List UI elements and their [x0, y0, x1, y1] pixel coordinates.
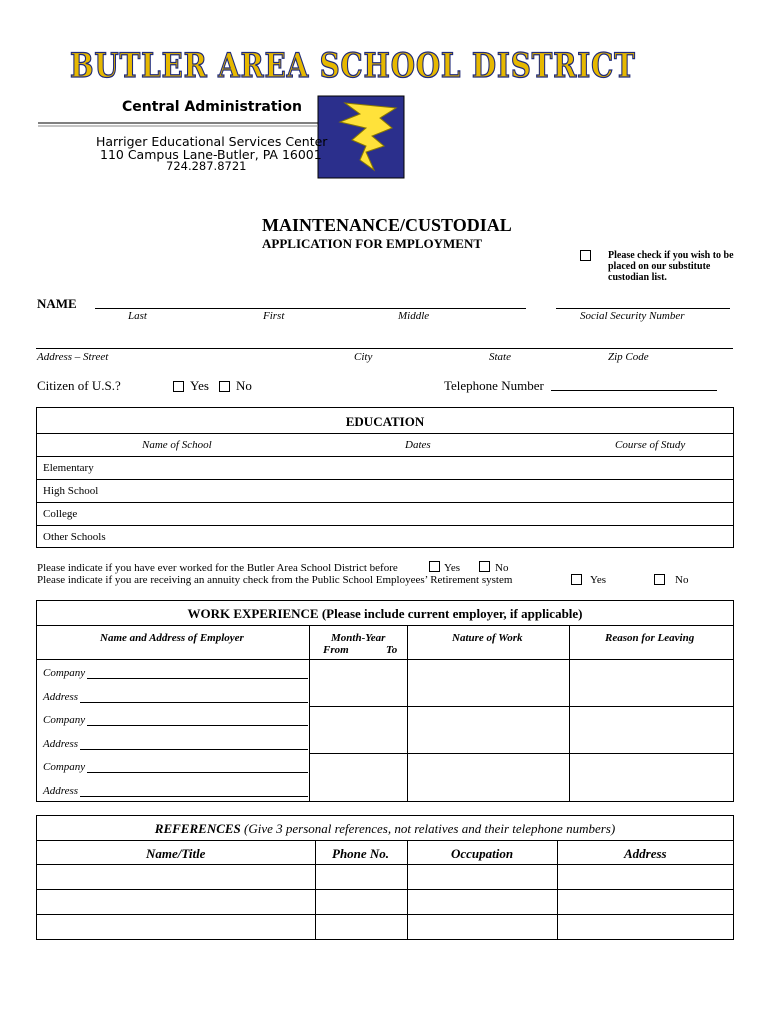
- education-row-rule: [36, 525, 734, 526]
- education-row-elementary: Elementary: [43, 462, 94, 474]
- center-phone: 724.287.8721: [166, 159, 247, 173]
- work-col-nature: Nature of Work: [452, 632, 523, 644]
- work-address-label: Address: [43, 738, 79, 750]
- citizen-label: Citizen of U.S.?: [37, 378, 121, 393]
- annuity-yes-label: Yes: [590, 574, 607, 586]
- references-col-phone: Phone No.: [332, 846, 390, 861]
- work-address-label: Address: [43, 691, 79, 703]
- education-col-course: Course of Study: [615, 439, 686, 451]
- work-col-month-year: Month-Year: [331, 632, 386, 644]
- first-label: First: [263, 310, 285, 322]
- district-logo: [0, 0, 770, 200]
- work-company-label: Company: [43, 714, 86, 726]
- education-row-rule: [36, 456, 734, 457]
- zip-label: Zip Code: [608, 351, 649, 363]
- work-company-line[interactable]: [87, 678, 308, 679]
- citizen-no-checkbox[interactable]: [219, 381, 230, 392]
- annuity-no-label: No: [675, 574, 689, 586]
- work-address-line[interactable]: [80, 702, 308, 703]
- center-address: 110 Campus Lane-Butler, PA 16001: [100, 147, 322, 162]
- references-col-rule: [557, 840, 558, 940]
- question-annuity: Please indicate if you are receiving an annuity check from the Public School Employees’ Retirement system: [37, 574, 513, 586]
- district-title: BUTLER AREA SCHOOL DISTRICT: [70, 46, 636, 86]
- work-header-rule: [36, 659, 734, 660]
- name-line[interactable]: [95, 308, 526, 309]
- substitute-note: Please check if you wish to be placed on our substitute custodian list.: [608, 250, 734, 283]
- work-address-line[interactable]: [80, 749, 308, 750]
- education-row-college: College: [43, 508, 78, 520]
- middle-label: Middle: [398, 310, 430, 322]
- work-col-rule: [407, 625, 408, 802]
- telephone-label: Telephone Number: [444, 378, 544, 393]
- work-col-employer: Name and Address of Employer: [100, 632, 244, 644]
- annuity-no-checkbox[interactable]: [654, 574, 665, 585]
- telephone-line[interactable]: [551, 390, 717, 391]
- references-title: [0, 821, 770, 837]
- name-label: NAME: [37, 296, 77, 311]
- last-label: Last: [128, 310, 147, 322]
- references-row-rule: [36, 914, 734, 915]
- references-col-occupation: Occupation: [451, 846, 514, 861]
- education-row-high-school: High School: [43, 485, 99, 497]
- annuity-yes-checkbox[interactable]: [571, 574, 582, 585]
- references-col-rule: [407, 840, 408, 940]
- education-col-school: Name of School: [142, 439, 212, 451]
- substitute-checkbox[interactable]: [580, 250, 591, 261]
- references-row-rule: [36, 889, 734, 890]
- work-experience-title: WORK EXPERIENCE (Please include current employer, if applicable): [187, 606, 583, 621]
- education-row-other: Other Schools: [43, 531, 106, 543]
- ssn-label: Social Security Number: [580, 310, 685, 322]
- work-company-label: Company: [43, 761, 86, 773]
- work-col-to: To: [386, 644, 398, 656]
- references-col-rule: [315, 840, 316, 940]
- worked-before-yes-checkbox[interactable]: [429, 561, 440, 572]
- work-col-rule: [569, 625, 570, 802]
- citizen-yes-label: Yes: [190, 378, 209, 393]
- references-col-name: Name/Title: [146, 846, 206, 861]
- education-header-rule: [36, 433, 734, 434]
- education-row-rule: [36, 479, 734, 480]
- references-col-address: Address: [624, 846, 667, 861]
- center-name: Harriger Educational Services Center: [96, 134, 328, 149]
- worked-before-yes-label: Yes: [444, 562, 461, 574]
- question-worked-before: Please indicate if you have ever worked for the Butler Area School District before: [37, 562, 398, 574]
- references-title-rule: [36, 840, 734, 841]
- form-title: MAINTENANCE/CUSTODIAL: [262, 215, 512, 235]
- work-row-rule: [309, 706, 734, 707]
- city-label: City: [354, 351, 373, 363]
- education-col-dates: Dates: [405, 439, 431, 451]
- worked-before-no-label: No: [495, 562, 509, 574]
- education-row-rule: [36, 502, 734, 503]
- references-title-bold: REFERENCES: [154, 821, 241, 836]
- work-col-reason: Reason for Leaving: [605, 632, 695, 644]
- work-col-rule: [309, 625, 310, 802]
- work-company-line[interactable]: [87, 725, 308, 726]
- work-company-label: Company: [43, 667, 86, 679]
- citizen-yes-checkbox[interactable]: [173, 381, 184, 392]
- references-header-rule: [36, 864, 734, 865]
- state-label: State: [489, 351, 511, 363]
- work-address-line[interactable]: [80, 796, 308, 797]
- central-administration: Central Administration: [122, 99, 302, 115]
- work-row-rule: [309, 753, 734, 754]
- street-label: Address – Street: [37, 351, 109, 363]
- worked-before-no-checkbox[interactable]: [479, 561, 490, 572]
- work-company-line[interactable]: [87, 772, 308, 773]
- education-title: EDUCATION: [345, 414, 425, 429]
- citizen-no-label: No: [236, 378, 252, 393]
- work-address-label: Address: [43, 785, 79, 797]
- work-title-rule: [36, 625, 734, 626]
- work-col-from: From: [323, 644, 349, 656]
- address-line[interactable]: [36, 348, 733, 349]
- form-subtitle: APPLICATION FOR EMPLOYMENT: [262, 236, 483, 251]
- references-title-rest: (Give 3 personal references, not relatives and their telephone numbers): [240, 821, 616, 836]
- ssn-line[interactable]: [556, 308, 730, 309]
